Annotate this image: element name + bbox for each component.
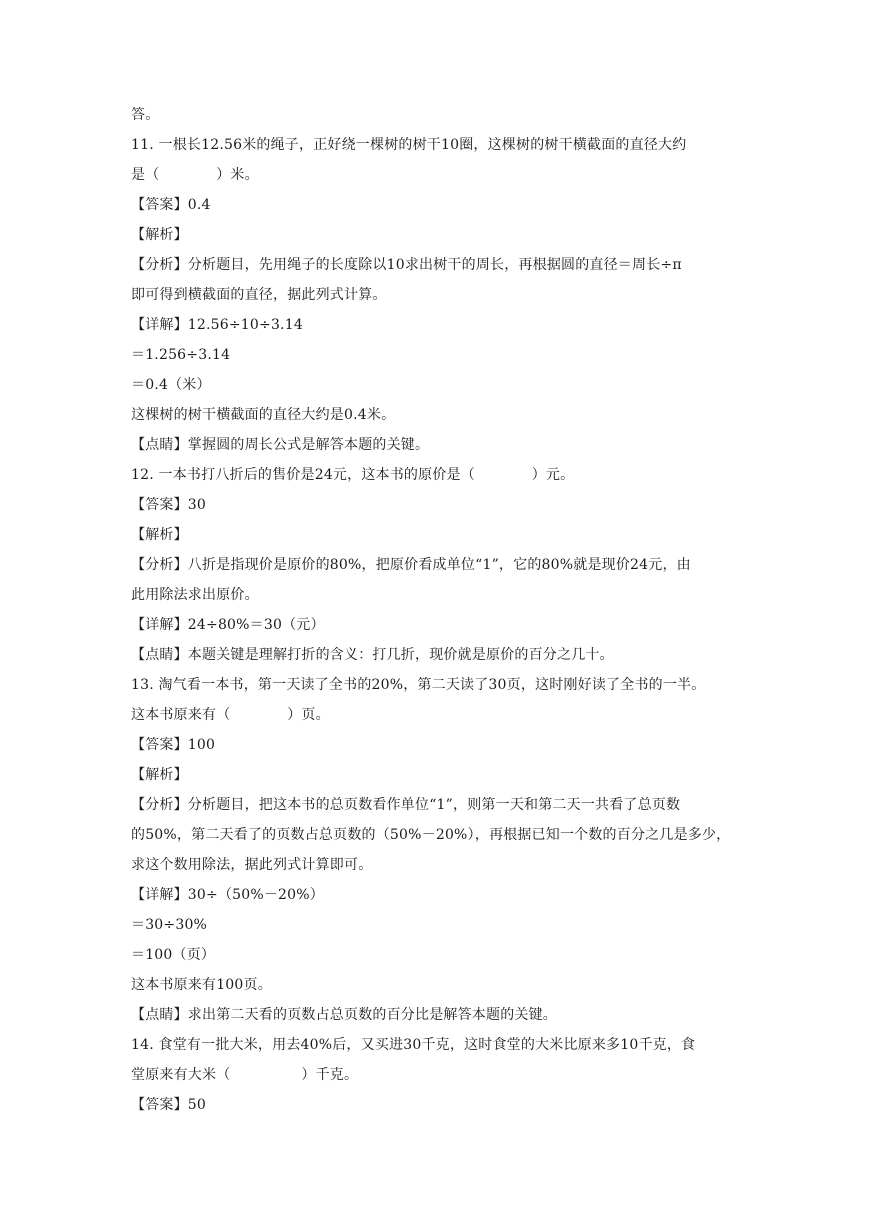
question-13-line-1: 13. 淘气看一本书，第一天读了全书的20%，第二天读了30页，这时刚好读了全书的一半。: [131, 677, 706, 693]
analysis-11-line-2: 即可得到横截面的直径，据此列式计算。: [131, 287, 387, 303]
comment-13: 【点睛】求出第二天看的页数占总页数的百分比是解答本题的关键。: [131, 1007, 557, 1023]
question-13-line-2: 这本书原来有（ ）页。: [131, 707, 330, 723]
analysis-13-line-1: 【分析】分析题目，把这本书的总页数看作单位“1”，则第一天和第二天一共看了总页数: [131, 797, 681, 813]
analysis-header-13: 【解析】: [131, 767, 188, 783]
comment-11: 【点睛】掌握圆的周长公式是解答本题的关键。: [131, 437, 430, 453]
analysis-11-line-1: 【分析】分析题目，先用绳子的长度除以10求出树干的周长，再根据圆的直径＝周长÷π: [131, 257, 682, 273]
question-14-line-1: 14. 食堂有一批大米，用去40%后，又买进30千克，这时食堂的大米比原来多10千克，食: [131, 1037, 696, 1053]
analysis-header-12: 【解析】: [131, 527, 188, 543]
detail-12-line-1: 【详解】24÷80%＝30（元）: [131, 617, 325, 633]
analysis-12-line-2: 此用除法求出原价。: [131, 587, 259, 603]
detail-13-line-1: 【详解】30÷（50%－20%）: [131, 887, 324, 903]
detail-11-line-3: ＝0.4（米）: [131, 377, 211, 393]
detail-11-line-4: 这棵树的树干横截面的直径大约是0.4米。: [131, 407, 396, 423]
answer-14: 【答案】50: [131, 1097, 207, 1113]
question-11-line-2: 是（ ）米。: [131, 167, 259, 183]
analysis-12-line-1: 【分析】八折是指现价是原价的80%，把原价看成单位“1”，它的80%就是现价24元，由: [131, 557, 691, 573]
document-page: [131, 100, 741, 1120]
question-12-line-1: 12. 一本书打八折后的售价是24元，这本书的原价是（ ）元。: [131, 467, 575, 483]
answer-12: 【答案】30: [131, 497, 207, 513]
answer-13: 【答案】100: [131, 737, 216, 753]
question-11-line-1: 11. 一根长12.56米的绳子，正好绕一棵树的树干10圈，这棵树的树干横截面的直径大约: [131, 137, 687, 153]
text-line: 答。: [131, 107, 160, 123]
detail-13-line-3: ＝100（页）: [131, 947, 216, 963]
detail-11-line-1: 【详解】12.56÷10÷3.14: [131, 317, 303, 333]
detail-11-line-2: ＝1.256÷3.14: [131, 347, 231, 363]
analysis-header-11: 【解析】: [131, 227, 188, 243]
analysis-13-line-3: 求这个数用除法，据此列式计算即可。: [131, 857, 373, 873]
comment-12: 【点睛】本题关键是理解打折的含义：打几折，现价就是原价的百分之几十。: [131, 647, 614, 663]
question-14-line-2: 堂原来有大米（ ）千克。: [131, 1067, 359, 1083]
detail-13-line-4: 这本书原来有100页。: [131, 977, 272, 993]
detail-13-line-2: ＝30÷30%: [131, 917, 208, 933]
analysis-13-line-2: 的50%，第二天看了的页数占总页数的（50%－20%），再根据已知一个数的百分之几是多少，: [131, 827, 731, 843]
answer-11: 【答案】0.4: [131, 197, 211, 213]
